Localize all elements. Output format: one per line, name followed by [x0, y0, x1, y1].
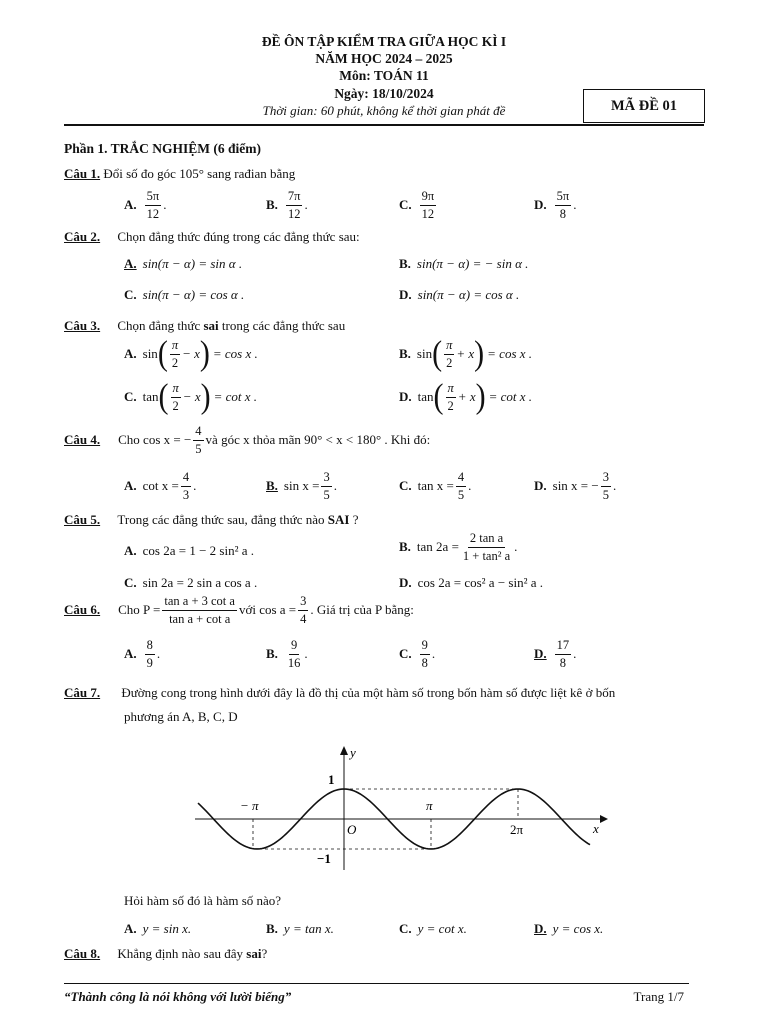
option-letter: A.: [124, 346, 137, 361]
fraction-numerator: π: [446, 382, 456, 398]
question-5: [64, 512, 358, 528]
fraction-denominator: 12: [287, 206, 301, 221]
x-axis-arrow-icon: [600, 815, 608, 823]
q2-option-c[interactable]: [124, 287, 244, 303]
q7-option-c[interactable]: [399, 921, 467, 937]
footer-divider: [64, 983, 689, 984]
fraction-numerator: 9: [289, 639, 299, 655]
option-lhs: tan 2a =: [416, 539, 459, 554]
fraction-denominator: 8: [421, 655, 428, 670]
question-text: và góc x thỏa mãn 90° < x < 180° . Khi đó:: [205, 432, 431, 447]
fraction-denominator: 8: [559, 206, 567, 221]
option-letter: A.: [124, 921, 137, 936]
q1-option-d[interactable]: [534, 190, 576, 220]
option-letter: C.: [399, 921, 412, 936]
question-text: ?: [349, 512, 359, 527]
fraction-numerator: 9: [420, 639, 430, 655]
option-expression: y = tan x.: [283, 921, 334, 936]
rhs-expression: = cot x .: [488, 389, 533, 404]
fraction-numerator: 4: [181, 471, 191, 487]
option-letter: D.: [399, 575, 412, 590]
header-date: Ngày: 18/10/2024: [334, 86, 434, 101]
operand: − x: [182, 389, 201, 404]
q1-option-b[interactable]: [266, 190, 308, 220]
option-letter: D.: [534, 478, 547, 493]
punct: .: [612, 478, 617, 493]
punct: .: [156, 646, 161, 661]
fraction-numerator: 2 tan a: [468, 532, 505, 548]
paren-left: (: [433, 377, 444, 416]
part1-title: Phần 1. TRẮC NGHIỆM (6 điểm): [64, 141, 262, 156]
option-expression: sin(π − α) = sin α .: [142, 256, 243, 271]
option-letter: A.: [124, 197, 137, 212]
punct: .: [573, 197, 577, 212]
paren-left: (: [432, 334, 443, 373]
question-text: trong các đẳng thức sau: [218, 318, 346, 333]
fraction-numerator: 4: [193, 425, 203, 441]
fraction-numerator: 5π: [555, 190, 572, 206]
fraction-numerator: tan a + 3 cot a: [162, 595, 237, 611]
option-letter: B.: [399, 256, 411, 271]
option-letter: A.: [124, 256, 137, 271]
header-title: ĐỀ ÔN TẬP KIỂM TRA GIỮA HỌC KÌ I: [261, 34, 507, 49]
q4-option-a[interactable]: [124, 471, 196, 501]
punct: .: [193, 478, 197, 493]
option-letter: A.: [124, 543, 137, 558]
function-name: tan: [417, 389, 434, 404]
fraction-numerator: 3: [298, 595, 308, 611]
y-axis-arrow-icon: [340, 746, 348, 755]
fraction-numerator: 9π: [420, 190, 437, 206]
paren-left: (: [157, 334, 168, 373]
q6-option-b[interactable]: [266, 639, 308, 669]
fraction-denominator: 12: [146, 206, 160, 221]
q2-option-b[interactable]: [399, 256, 528, 272]
fraction-numerator: 5π: [145, 190, 162, 206]
fraction-denominator: 16: [287, 655, 301, 670]
question-7: [64, 685, 615, 701]
punct: .: [573, 646, 577, 661]
footer-quote: “Thành công là nói không với lười biếng”: [64, 989, 292, 1004]
pi-label: π: [426, 798, 433, 813]
question-text: Cho P =: [118, 602, 161, 617]
option-letter: D.: [399, 389, 412, 404]
option-letter: C.: [399, 646, 412, 661]
rhs-expression: = cos x .: [487, 346, 533, 361]
option-letter: D.: [534, 921, 547, 936]
question-3: [64, 318, 345, 334]
question-label: Câu 3.: [64, 318, 101, 333]
paren-right: ): [199, 334, 210, 373]
q6-option-a[interactable]: [124, 639, 160, 669]
exam-code-box: MÃ ĐỀ 01: [583, 89, 705, 123]
q5-option-d[interactable]: [399, 575, 543, 591]
option-expression: cos 2a = 1 − 2 sin² a .: [142, 543, 254, 558]
fraction-denominator: 4: [300, 611, 307, 626]
fraction-denominator: 2: [447, 398, 454, 413]
q4-option-d[interactable]: [534, 471, 616, 501]
punct: .: [468, 478, 472, 493]
option-expression: sin 2a = 2 sin a cos a .: [142, 575, 258, 590]
q5-option-c[interactable]: [124, 575, 257, 591]
question-emphasis: sai: [203, 318, 219, 333]
question-label: Câu 6.: [64, 602, 101, 617]
fraction-denominator: 2: [172, 398, 179, 413]
footer-page-number: Trang 1/7: [633, 989, 684, 1004]
question-label: Câu 5.: [64, 512, 101, 527]
question-text: Cho cos x = −: [118, 432, 192, 447]
q4-option-c[interactable]: [399, 471, 471, 501]
paren-right: ): [474, 334, 485, 373]
header-divider: [64, 124, 704, 126]
fraction-numerator: 3: [601, 471, 611, 487]
operand: + x: [456, 346, 475, 361]
question-text: Chọn đẳng thức: [117, 318, 204, 333]
punct: .: [431, 646, 436, 661]
y-minus-one-label: −1: [317, 851, 331, 866]
question-label: Câu 8.: [64, 946, 101, 961]
option-letter: C.: [399, 478, 412, 493]
paren-right: ): [200, 377, 211, 416]
option-letter: B.: [266, 646, 278, 661]
minus-pi-label: − π: [240, 798, 259, 813]
option-letter: B.: [266, 921, 278, 936]
origin-label: O: [347, 822, 357, 837]
fraction-numerator: 4: [456, 471, 466, 487]
option-lhs: tan x =: [417, 478, 454, 493]
x-axis-label: x: [593, 821, 599, 836]
fraction-denominator: 1 + tan² a: [462, 548, 511, 563]
question-label: Câu 2.: [64, 229, 101, 244]
option-expression: y = sin x.: [142, 921, 192, 936]
y-one-label: 1: [328, 772, 335, 787]
paren-left: (: [158, 377, 169, 416]
rhs-expression: = cos x .: [212, 346, 258, 361]
fraction-denominator: 5: [195, 441, 202, 456]
option-lhs: sin x =: [283, 478, 320, 493]
function-name: sin: [416, 346, 433, 361]
question-text: sang rađian bằng: [203, 166, 296, 181]
question-label: Câu 7.: [64, 685, 101, 700]
option-letter: D.: [534, 646, 547, 661]
option-letter: D.: [399, 287, 412, 302]
option-lhs: cot x =: [142, 478, 179, 493]
fraction-denominator: 12: [421, 206, 435, 221]
option-letter: C.: [124, 389, 137, 404]
angle-value: 105°: [179, 166, 204, 181]
q3-option-b[interactable]: [399, 334, 533, 373]
fraction-numerator: 3: [321, 471, 331, 487]
question-text: Đổi số đo góc: [103, 166, 180, 181]
q3-option-d[interactable]: [399, 377, 533, 416]
operand: + x: [457, 389, 476, 404]
option-letter: C.: [124, 575, 137, 590]
question-text: với cos a =: [238, 602, 297, 617]
fraction-numerator: π: [170, 339, 180, 355]
q6-option-d[interactable]: [534, 639, 576, 669]
option-expression: sin(π − α) = cos α .: [142, 287, 245, 302]
rhs-expression: = cot x .: [213, 389, 258, 404]
q5-option-a[interactable]: [124, 543, 254, 559]
option-expression: y = cot x.: [417, 921, 467, 936]
option-letter: C.: [124, 287, 137, 302]
operand: − x: [182, 346, 200, 361]
punct: .: [514, 539, 518, 554]
header-time: Thời gian: 60 phút, không kể thời gian phát đề: [262, 103, 506, 118]
question-text: Đường cong trong hình dưới đây là đồ thị của một hàm số trong bốn hàm số được liệt kê ở bốn: [121, 685, 616, 700]
question-label: Câu 1.: [64, 166, 101, 181]
fraction-numerator: 8: [145, 639, 155, 655]
option-expression: sin(π − α) = − sin α .: [416, 256, 529, 271]
y-axis-label: y: [350, 745, 356, 760]
question-text: Trong các đẳng thức sau, đẳng thức nào: [117, 512, 328, 527]
fraction-denominator: 3: [182, 487, 190, 502]
option-letter: A.: [124, 478, 137, 493]
fraction-denominator: 5: [323, 487, 330, 502]
fraction-numerator: 17: [555, 639, 572, 655]
fraction-numerator: π: [444, 339, 454, 355]
q2-option-d[interactable]: [399, 287, 519, 303]
function-name: tan: [142, 389, 159, 404]
fraction-numerator: π: [171, 382, 181, 398]
q2-option-a[interactable]: [124, 256, 242, 272]
question-text: Chọn đẳng thức đúng trong các đẳng thức sau:: [117, 229, 360, 244]
option-lhs: sin x = −: [552, 478, 599, 493]
fraction-denominator: 5: [457, 487, 465, 502]
two-pi-label: 2π: [510, 822, 524, 837]
header-school-year: NĂM HỌC 2024 – 2025: [315, 51, 453, 66]
q4-option-b[interactable]: [266, 471, 337, 501]
question-7-prompt: Hỏi hàm số đó là hàm số nào?: [124, 893, 282, 908]
option-letter: B.: [266, 478, 278, 493]
q7-option-a[interactable]: [124, 921, 191, 937]
question-label: Câu 4.: [64, 432, 101, 447]
question-2: [64, 229, 360, 245]
fraction-numerator: 7π: [286, 190, 303, 206]
punct: .: [163, 197, 167, 212]
question-8: [64, 946, 267, 962]
option-letter: B.: [266, 197, 278, 212]
punct: .: [333, 478, 337, 493]
question-emphasis: SAI: [327, 512, 350, 527]
fraction-denominator: 2: [446, 355, 453, 370]
q7-option-d[interactable]: [534, 921, 603, 937]
question-7-line2: phương án A, B, C, D: [124, 709, 238, 724]
option-letter: C.: [399, 197, 412, 212]
question-emphasis: sai: [246, 946, 262, 961]
question-6: [64, 595, 414, 625]
cosine-graph: [190, 745, 610, 875]
q3-option-c[interactable]: [124, 377, 258, 416]
question-1: [64, 166, 295, 182]
q5-option-b[interactable]: [399, 532, 517, 562]
option-letter: A.: [124, 646, 137, 661]
fraction-denominator: 8: [559, 655, 567, 670]
fraction-denominator: tan a + cot a: [169, 611, 231, 626]
q7-option-b[interactable]: [266, 921, 334, 937]
option-letter: B.: [399, 346, 411, 361]
option-expression: y = cos x.: [552, 921, 604, 936]
question-4: [64, 425, 430, 455]
q1-option-c[interactable]: [399, 190, 438, 220]
punct: .: [304, 197, 308, 212]
paren-right: ): [475, 377, 486, 416]
question-text: Khẳng định nào sau đây: [117, 946, 247, 961]
punct: .: [304, 646, 308, 661]
question-text: ?: [261, 946, 268, 961]
q6-option-c[interactable]: [399, 639, 435, 669]
question-text: . Giá trị của P bằng:: [310, 602, 414, 617]
function-name: sin: [142, 346, 158, 361]
option-expression: sin(π − α) = cos α .: [417, 287, 520, 302]
option-expression: cos 2a = cos² a − sin² a .: [417, 575, 543, 590]
fraction-denominator: 5: [602, 487, 609, 502]
fraction-denominator: 2: [171, 355, 179, 370]
fraction-denominator: 9: [146, 655, 153, 670]
option-letter: B.: [399, 539, 411, 554]
option-letter: D.: [534, 197, 547, 212]
q3-option-a[interactable]: [124, 334, 258, 373]
header-subject: Môn: TOÁN 11: [339, 68, 429, 83]
q1-option-a[interactable]: [124, 190, 166, 220]
